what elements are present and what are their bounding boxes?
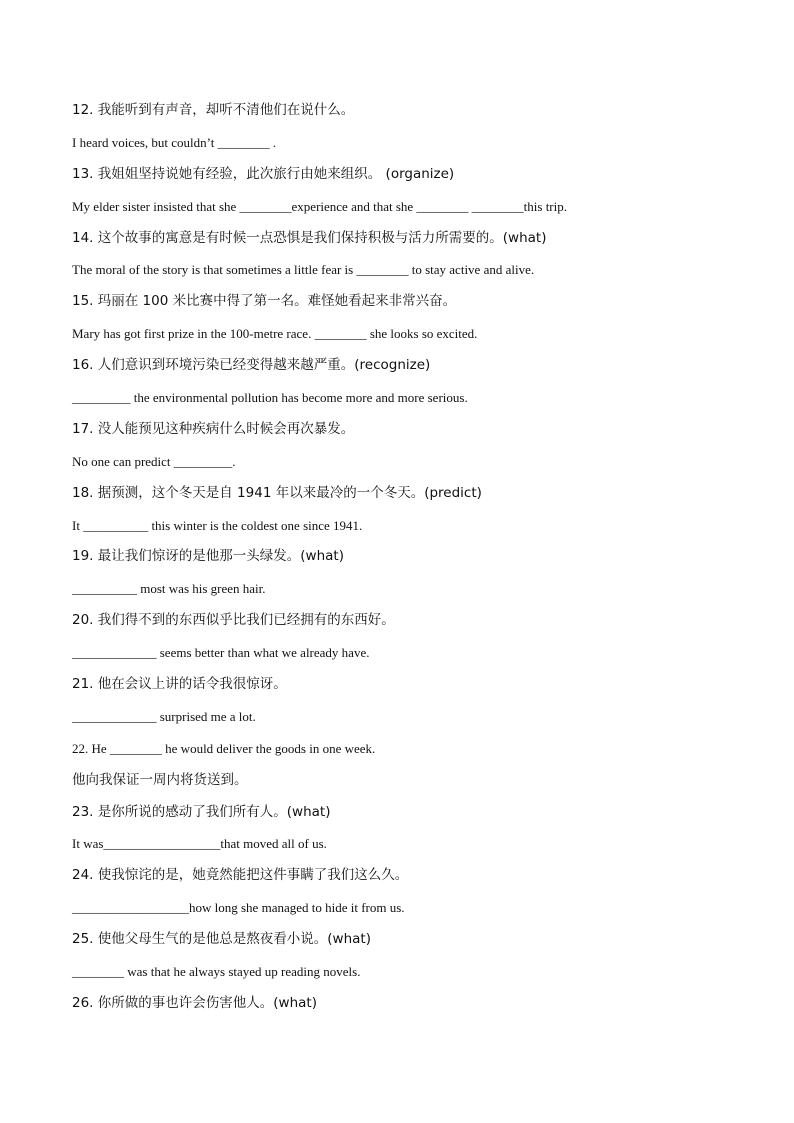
english-blank-line: ________ was that he always stayed up reading novels. [72,964,361,980]
chinese-prompt-line: 26. 你所做的事也许会伤害他人。(what) [72,994,317,1011]
chinese-prompt-line: 18. 据预测，这个冬天是自 1941 年以来最冷的一个冬天。(predict) [72,484,482,501]
english-blank-line: Mary has got first prize in the 100-metre race. ________ she looks so excited. [72,326,478,342]
chinese-prompt-line: 15. 玛丽在 100 米比赛中得了第一名。难怪她看起来非常兴奋。 [72,293,457,310]
chinese-prompt-line: 12. 我能听到有声音，却听不清他们在说什么。 [72,102,355,118]
chinese-prompt-line: 17. 没人能预见这种疾病什么时候会再次暴发。 [72,420,355,437]
english-blank-line: _____________ surprised me a lot. [72,708,256,724]
english-blank-line: I heard voices, but couldn’t ________ . [72,134,277,150]
english-blank-line: My elder sister insisted that she ________experience and that she ________ ________this trip. [72,198,567,214]
chinese-prompt-line: 23. 是你所说的感动了我们所有人。(what) [72,803,331,820]
chinese-prompt-line: 19. 最让我们惊讶的是他那一头绿发。(what) [72,548,344,565]
chinese-prompt-line: 16. 人们意识到环境污染已经变得越来越严重。(recognize) [72,357,431,374]
chinese-prompt-line: 25. 使他父母生气的是他总是熬夜看小说。(what) [72,931,371,948]
english-blank-line: The moral of the story is that sometimes a little fear is ________ to stay active and alive. [72,262,535,278]
chinese-prompt-line: 21. 他在会议上讲的话令我很惊讶。 [72,676,287,693]
english-blank-line: It was__________________that moved all of us. [72,836,327,852]
english-blank-line: _____________ seems better than what we already have. [72,645,370,661]
chinese-prompt-line: 13. 我姐姐坚持说她有经验，此次旅行由她来组织。 (organize) [72,165,455,182]
english-blank-line: It __________ this winter is the coldest one since 1941. [72,517,363,533]
english-blank-line: __________________how long she managed to hide it from us. [72,900,405,916]
english-blank-line: No one can predict _________. [72,453,236,469]
chinese-prompt-line: 24. 使我惊诧的是，她竟然能把这件事瞒了我们这么久。 [72,867,409,884]
english-blank-line: __________ most was his green hair. [72,581,266,597]
document-page [72,95,732,1020]
english-blank-line: _________ the environmental pollution has become more and more serious. [72,390,468,406]
chinese-prompt-line: 20. 我们得不到的东西似乎比我们已经拥有的东西好。 [72,612,395,629]
chinese-prompt-line: 14. 这个故事的寓意是有时候一点恐惧是我们保持积极与活力所需要的。(what) [72,229,547,246]
chinese-prompt-line: 他向我保证一周内将货送到。 [72,771,248,788]
english-blank-line: 22. He ________ he would deliver the goods in one week. [72,740,376,756]
